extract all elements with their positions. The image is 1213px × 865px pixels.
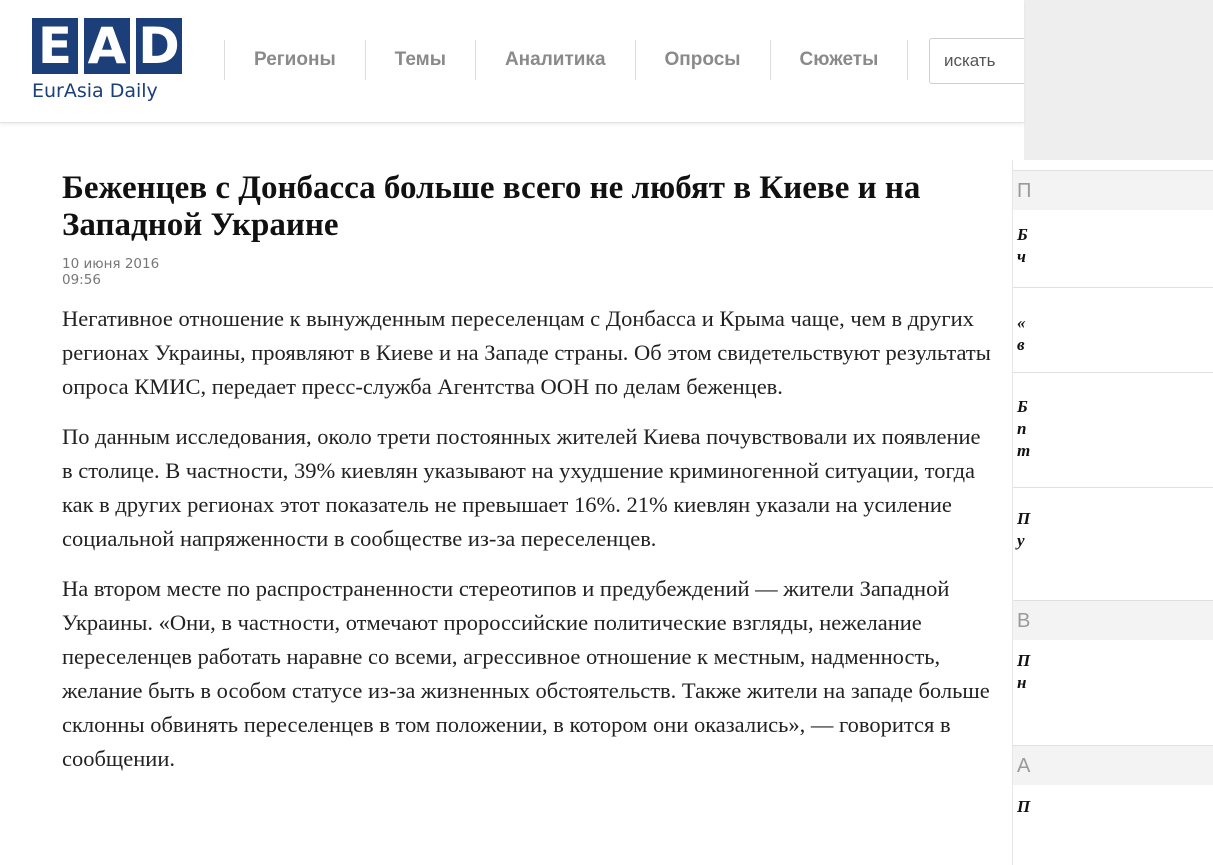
sidebar-item-line: н — [1017, 673, 1027, 692]
sidebar-item-line: П — [1017, 509, 1031, 528]
article-paragraph-3: На втором месте по распространенности стереотипов и предубеждений — жители Западной Украины. «Они, в частности, отмечают пророссийские политические взгляды, нежелание переселенцев работать наравне со всеми, агрессивное отношение к местным, надменность, желание быть в особом статусе из-за жизненных обстоятельств. Также жители на западе больше склонны обвинять переселенцев в том положении, в котором они оказались», — говорится в сообщении. — [62, 576, 990, 771]
logo-letter-d: D — [136, 18, 182, 74]
sidebar-divider — [1013, 487, 1213, 488]
sidebar-section-head-3: А — [1013, 745, 1213, 785]
sidebar-section-head-1: П — [1013, 170, 1213, 210]
logo-letter-e: E — [32, 18, 78, 74]
nav-item-topics[interactable]: Темы — [366, 40, 476, 80]
article-time: 09:56 — [62, 272, 101, 288]
sidebar-section-head-2: В — [1013, 600, 1213, 640]
sidebar-divider — [1013, 287, 1213, 288]
sidebar-item-line: « — [1017, 313, 1026, 332]
sidebar-divider — [1013, 372, 1213, 373]
sidebar-item-line: п — [1017, 419, 1027, 438]
sidebar-news-item[interactable] — [1017, 396, 1207, 462]
sidebar-item-line: Б — [1017, 397, 1028, 416]
logo-letter-a: A — [84, 18, 130, 74]
sidebar-news-item[interactable] — [1017, 650, 1207, 694]
nav-item-stories[interactable]: Сюжеты — [771, 40, 909, 80]
article-date: 10 июня 2016 — [62, 256, 160, 272]
article-paragraph-2: По данным исследования, около трети постоянных жителей Киева почувствовали их появление в столице. В частности, 39% киевлян указывают на ухудшение криминогенной ситуации, тогда как в других регионах этот показатель не превышает 16%. 21% киевлян указали на усиление социальной напряженности в сообществе из-за переселенцев. — [62, 424, 981, 551]
sidebar-item-line: т — [1017, 441, 1031, 460]
nav-item-regions[interactable]: Регионы — [225, 40, 366, 80]
search-input[interactable] — [930, 39, 1024, 83]
article-meta — [62, 256, 992, 288]
sidebar-item-line: ч — [1017, 247, 1026, 266]
sidebar-item-line: у — [1017, 531, 1025, 550]
sidebar-item-line: в — [1017, 335, 1025, 354]
sidebar-news-item[interactable] — [1017, 796, 1207, 818]
right-sidebar — [1012, 160, 1213, 865]
sidebar-news-item[interactable] — [1017, 508, 1207, 552]
article — [62, 170, 992, 776]
sidebar-news-item[interactable] — [1017, 312, 1207, 356]
sidebar-item-line: П — [1017, 797, 1031, 816]
article-paragraph-1: Негативное отношение к вынужденным переселенцам с Донбасса и Крыма чаще, чем в других регионах Украины, проявляют в Киеве и на Западе страны. Об этом свидетельствуют результаты опроса КМИС, передает пресс-служба Агентства ООН по делам беженцев. — [62, 306, 991, 399]
logo-mark — [32, 18, 182, 74]
main-nav — [224, 40, 908, 80]
logo-tagline: EurAsia Daily — [32, 80, 158, 102]
sidebar-item-line: Б — [1017, 225, 1028, 244]
nav-item-polls[interactable]: Опросы — [636, 40, 771, 80]
search-box — [929, 38, 1024, 84]
site-logo[interactable] — [32, 18, 184, 106]
article-title: Беженцев с Донбасса больше всего не любят в Киеве и на Западной Украине — [62, 170, 921, 243]
sidebar-item-line: П — [1017, 651, 1031, 670]
nav-item-analytics[interactable]: Аналитика — [476, 40, 636, 80]
sidebar-news-item[interactable] — [1017, 224, 1207, 268]
site-header — [0, 0, 1024, 123]
